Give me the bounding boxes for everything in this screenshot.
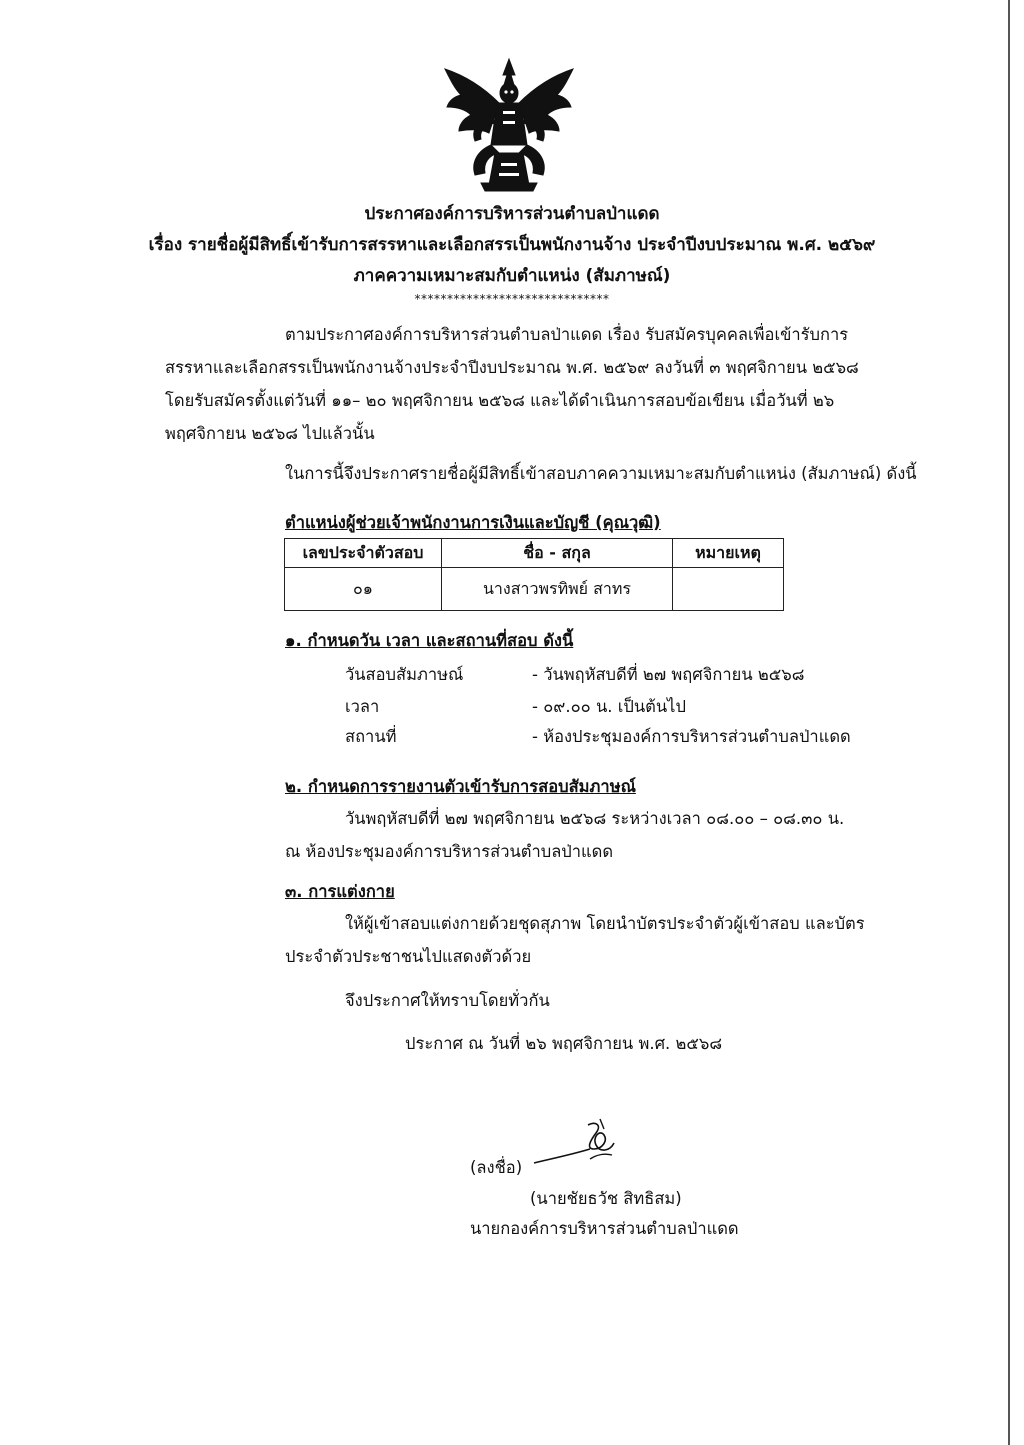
section-1-value-time: - ๐๙.๐๐ น. เป็นต้นไป: [532, 697, 686, 716]
cell-exam-id: ๐๑: [285, 568, 442, 611]
announcement-date: ประกาศ ณ วันที่ ๒๖ พฤศจิกายน พ.ศ. ๒๕๖๘: [405, 1034, 723, 1053]
section-2-heading: ๒. กำหนดการรายงานตัวเข้ารับการสอบสัมภาษณ์: [285, 777, 636, 796]
star-divider: ******************************: [414, 292, 610, 306]
section-3-heading: ๓. การแต่งกาย: [285, 882, 395, 901]
announcement-subject: เรื่อง รายชื่อผู้มีสิทธิ์เข้ารับการสรรหาและเลือกสรรเป็นพนักงานจ้าง ประจำปีงบประมาณ พ.ศ. ๒๕๖๙: [148, 235, 876, 255]
column-header-exam-id: เลขประจำตัวสอบ: [285, 539, 442, 568]
section-1-heading: ๑. กำหนดวัน เวลา และสถานที่สอบ ดังนี้: [285, 631, 574, 650]
section-3-line-1: ให้ผู้เข้าสอบแต่งกายด้วยชุดสุภาพ โดยนำบัตรประจำตัวผู้เข้าสอบ และบัตร: [345, 914, 865, 933]
garuda-emblem-icon: [441, 55, 577, 195]
table-row: [285, 568, 784, 611]
section-1-label-date: วันสอบสัมภาษณ์: [345, 665, 464, 684]
handwritten-signature: [530, 1115, 630, 1175]
intro-line-3: โดยรับสมัครตั้งแต่วันที่ ๑๑– ๒๐ พฤศจิกายน ๒๕๖๘ และได้ดำเนินการสอบข้อเขียน เมื่อวันที่ ๒๖: [165, 391, 835, 410]
section-1-value-date: - วันพฤหัสบดีที่ ๒๗ พฤศจิกายน ๒๕๖๘: [532, 665, 805, 684]
intro-line-4: พฤศจิกายน ๒๕๖๘ ไปแล้วนั้น: [165, 424, 375, 443]
signature-label: (ลงชื่อ): [470, 1158, 523, 1177]
announcement-title: ประกาศองค์การบริหารส่วนตำบลป่าแดด: [364, 204, 660, 224]
section-1-label-time: เวลา: [345, 697, 380, 716]
signer-title: นายกองค์การบริหารส่วนตำบลป่าแดด: [470, 1219, 739, 1238]
table-header-row: [285, 539, 784, 568]
cell-remark: [673, 568, 784, 611]
intro-line-2: สรรหาและเลือกสรรเป็นพนักงานจ้างประจำปีงบประมาณ พ.ศ. ๒๕๖๙ ลงวันที่ ๓ พฤศจิกายน ๒๕๖๘: [165, 358, 859, 377]
intro-line-1: ตามประกาศองค์การบริหารส่วนตำบลป่าแดด เรื่อง รับสมัครบุคคลเพื่อเข้ารับการ: [285, 325, 849, 344]
signer-name: (นายชัยธวัช สิทธิสม): [530, 1189, 682, 1208]
position-title: ตำแหน่งผู้ช่วยเจ้าพนักงานการเงินและบัญชี (คุณวุฒิ): [285, 513, 661, 532]
section-2-line-2: ณ ห้องประชุมองค์การบริหารส่วนตำบลป่าแดด: [285, 842, 614, 861]
closing-notice: จึงประกาศให้ทราบโดยทั่วกัน: [345, 991, 550, 1010]
cell-name: นางสาวพรทิพย์ สาทร: [442, 568, 673, 611]
column-header-name: ชื่อ - สกุล: [442, 539, 673, 568]
intro-paragraph-2: ในการนี้จึงประกาศรายชื่อผู้มีสิทธิ์เข้าสอบภาคความเหมาะสมกับตำแหน่ง (สัมภาษณ์) ดังนี้: [285, 464, 917, 483]
candidate-table: [284, 538, 784, 611]
section-1-value-place: - ห้องประชุมองค์การบริหารส่วนตำบลป่าแดด: [532, 727, 851, 746]
section-3-line-2: ประจำตัวประชาชนไปแสดงตัวด้วย: [285, 947, 532, 966]
section-2-line-1: วันพฤหัสบดีที่ ๒๗ พฤศจิกายน ๒๕๖๘ ระหว่างเวลา ๐๘.๐๐ – ๐๘.๓๐ น.: [345, 809, 845, 828]
column-header-remark: หมายเหตุ: [673, 539, 784, 568]
announcement-subtitle: ภาคความเหมาะสมกับตำแหน่ง (สัมภาษณ์): [353, 266, 671, 286]
section-1-label-place: สถานที่: [345, 727, 397, 746]
